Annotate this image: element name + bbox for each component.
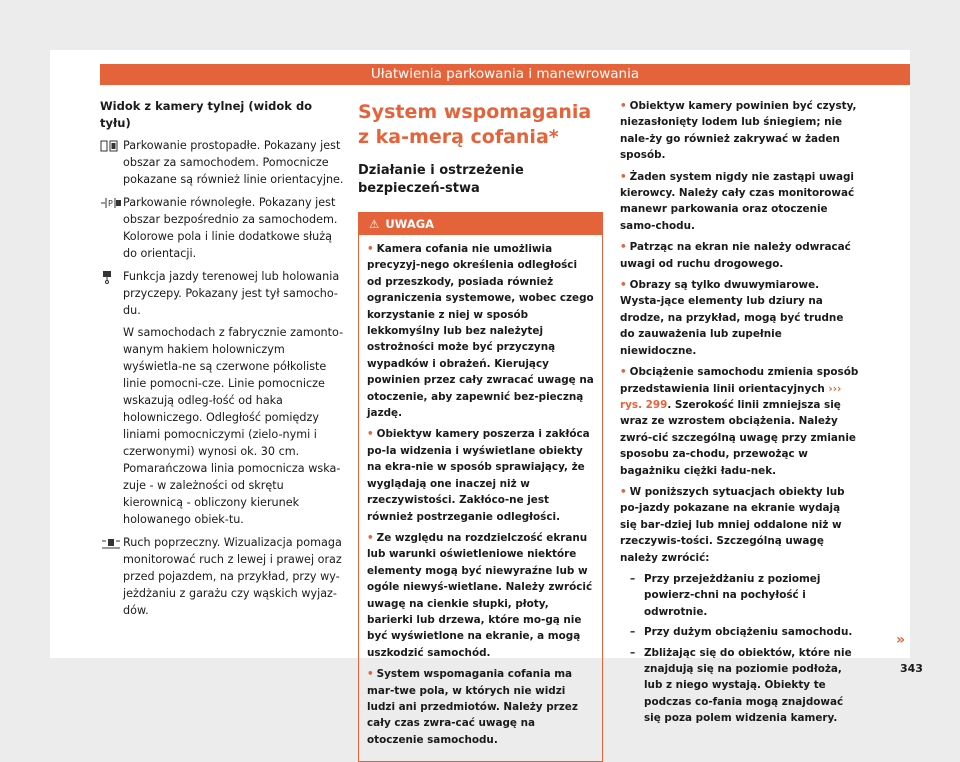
item-text: Funkcja jazdy terenowej lub holowania przyczepy. Pokazany jest tył samocho-du. <box>123 270 340 317</box>
warning-label: UWAGA <box>385 217 435 231</box>
dash-item: – Przy dużym obciążeniu samochodu. <box>630 626 853 639</box>
warning-item: • Kamera cofania nie umożliwia precyzyj-nego określenia odległości od przeszkody, posiada również ograniczenia systemowe, wobec czego korzystanie z niej w sposób lekkomyślny lub bez należytej ostrożności może być przyczyną wypadków i obrażeń. Kierujący powinien przez cały zwracać uwagę na otoczenie, aby zapewnić bez-pieczną jazdę. <box>367 243 594 420</box>
list-item <box>100 534 345 619</box>
item-text: W samochodach z fabrycznie zamonto-wanym hakiem holowniczym wyświetla-ne są czerwone półkoliste linie pomocni-cze. Linie pomocnicze wskazują odleg-łość od haka holowniczego. Odległość pomiędzy liniami pomocniczymi (zielo-nymi i czerwonymi) wynosi ok. 30 cm. Pomarańczowa linia pomocnicza wska-zuje - w zależności od skrętu kierownicą - obliczony kierunek holowanego obiek-tu. <box>123 326 344 526</box>
perpendicular-parking-icon <box>100 139 122 153</box>
list-item <box>100 268 345 528</box>
right-column <box>620 98 860 731</box>
dash-item: – Zbliżając się do obiektów, które nie znajdują się na poziomie podłoża, lub z niego wystają. Obiekty te podczas co-fania mogą znajdować się poza polem widzenia kamery. <box>630 646 852 725</box>
section-header: Ułatwienia parkowania i manewrowania <box>100 64 910 85</box>
list-item <box>100 137 345 188</box>
warning-box <box>358 212 603 762</box>
list-item <box>100 194 345 262</box>
page-title: System wspomagania z ka-merą cofania* <box>358 101 592 148</box>
bullet-icon: • <box>620 485 627 498</box>
page <box>50 50 923 746</box>
parallel-parking-icon <box>100 196 122 210</box>
bullet-icon: • <box>620 279 627 292</box>
item-text: Ruch poprzeczny. Wizualizacja pomaga monitorować ruch z lewej i prawej oraz przed pojazdem, na przykład, przy wy-jeżdżaniu z garażu czy wąskich wyjaz-dów. <box>123 536 342 617</box>
cross-traffic-icon <box>100 536 122 550</box>
bullet-icon: • <box>620 366 627 379</box>
svg-text:P: P <box>108 199 113 208</box>
figure-reference-link[interactable]: ››› rys. 299 <box>620 382 842 411</box>
continue-icon: » <box>896 632 906 648</box>
warning-item: • Żaden system nigdy nie zastąpi uwagi kierowcy. Należy cały czas monitorować manewr parkowania oraz otoczenie samo-chodu. <box>620 170 855 232</box>
bullet-icon: • <box>367 531 374 544</box>
warning-item: • Obrazy są tylko dwuwymiarowe. Wysta-jące elementy lub dziury na drodze, na przykład, mogą być trudne do zauważenia lub zupełnie niewidoczne. <box>620 279 844 357</box>
page-number: 343 <box>900 662 923 675</box>
section-title: Działanie i ostrzeżenie bezpieczeń-stwa <box>358 163 524 196</box>
towing-hitch-icon <box>100 270 122 284</box>
dash-item: – Przy przejeżdżaniu z poziomej powierz-chni na pochyłość i odwrotnie. <box>630 572 821 618</box>
bullet-icon: • <box>620 241 627 254</box>
item-text: Parkowanie równoległe. Pokazany jest obszar bezpośrednio za samochodem. Kolorowe pola i linie dodatkowe służą do orientacji. <box>123 196 338 260</box>
warning-item: • W poniższych sytuacjach obiekty lub po-jazdy pokazane na ekranie wydają się bar-dziej lub mniej oddalone niż w rzeczywis-tości. Szczególną uwagę należy zwrócić: <box>620 485 845 564</box>
warning-item: • Ze względu na rozdzielczość ekranu lub warunki oświetleniowe niektóre elementy mogą być niewyraźne lub w ogóle niewyś-wietlane. Należy zwrócić uwagę na cienkie słupki, płoty, barierki lub drzewa, które mo-gą nie być wyświetlone na ekranie, a mogą uszkodzić samochód. <box>367 531 593 659</box>
bullet-icon: • <box>620 170 627 183</box>
left-column <box>100 98 345 625</box>
bullet-icon: • <box>620 100 627 112</box>
warning-icon: ⚠ <box>369 217 380 231</box>
bullet-icon: • <box>367 428 374 441</box>
item-text: Parkowanie prostopadłe. Pokazany jest obszar za samochodem. Pomocnicze pokazane są również linie orientacyjne. <box>123 139 344 186</box>
warning-item: • Obiektyw kamery poszerza i zakłóca po-la widzenia i wyświetlane obiekty na ekra-nie w sposób sprawiający, że wyglądają one inaczej niż w rzeczywistości. Zakłóco-ne jest również postrzeganie odległości. <box>367 428 590 523</box>
rear-view-subtitle: Widok z kamery tylnej (widok do tyłu) <box>100 99 313 130</box>
warning-item: • Obciążenie samochodu zmienia sposób przedstawienia linii orientacyjnych ››› rys. 299. Szerokość linii zmniejsza się wraz ze wzrostem obciążenia. Należy zwró-cić szczególną uwagę przy zmianie sposobu za-chodu, przewożąc w bagażniku ciężki ładu-nek. <box>620 366 859 477</box>
bullet-icon: • <box>367 668 374 681</box>
bullet-icon: • <box>367 243 374 255</box>
middle-column <box>358 98 603 762</box>
warning-item: • Obiektyw kamery powinien być czysty, niezasłonięty lodem lub śniegiem; nie nale-ży go również zakrywać w żaden sposób. <box>620 100 857 162</box>
warning-item: • Patrząc na ekran nie należy odwracać uwagi od ruchu drogowego. <box>620 241 851 270</box>
warning-item: • System wspomagania cofania ma mar-twe pola, w których nie widzi ludzi ani przedmiotów. Należy przez cały czas zwra-cać uwagę na otoczenie samochodu. <box>367 668 578 746</box>
warning-header <box>359 213 602 235</box>
